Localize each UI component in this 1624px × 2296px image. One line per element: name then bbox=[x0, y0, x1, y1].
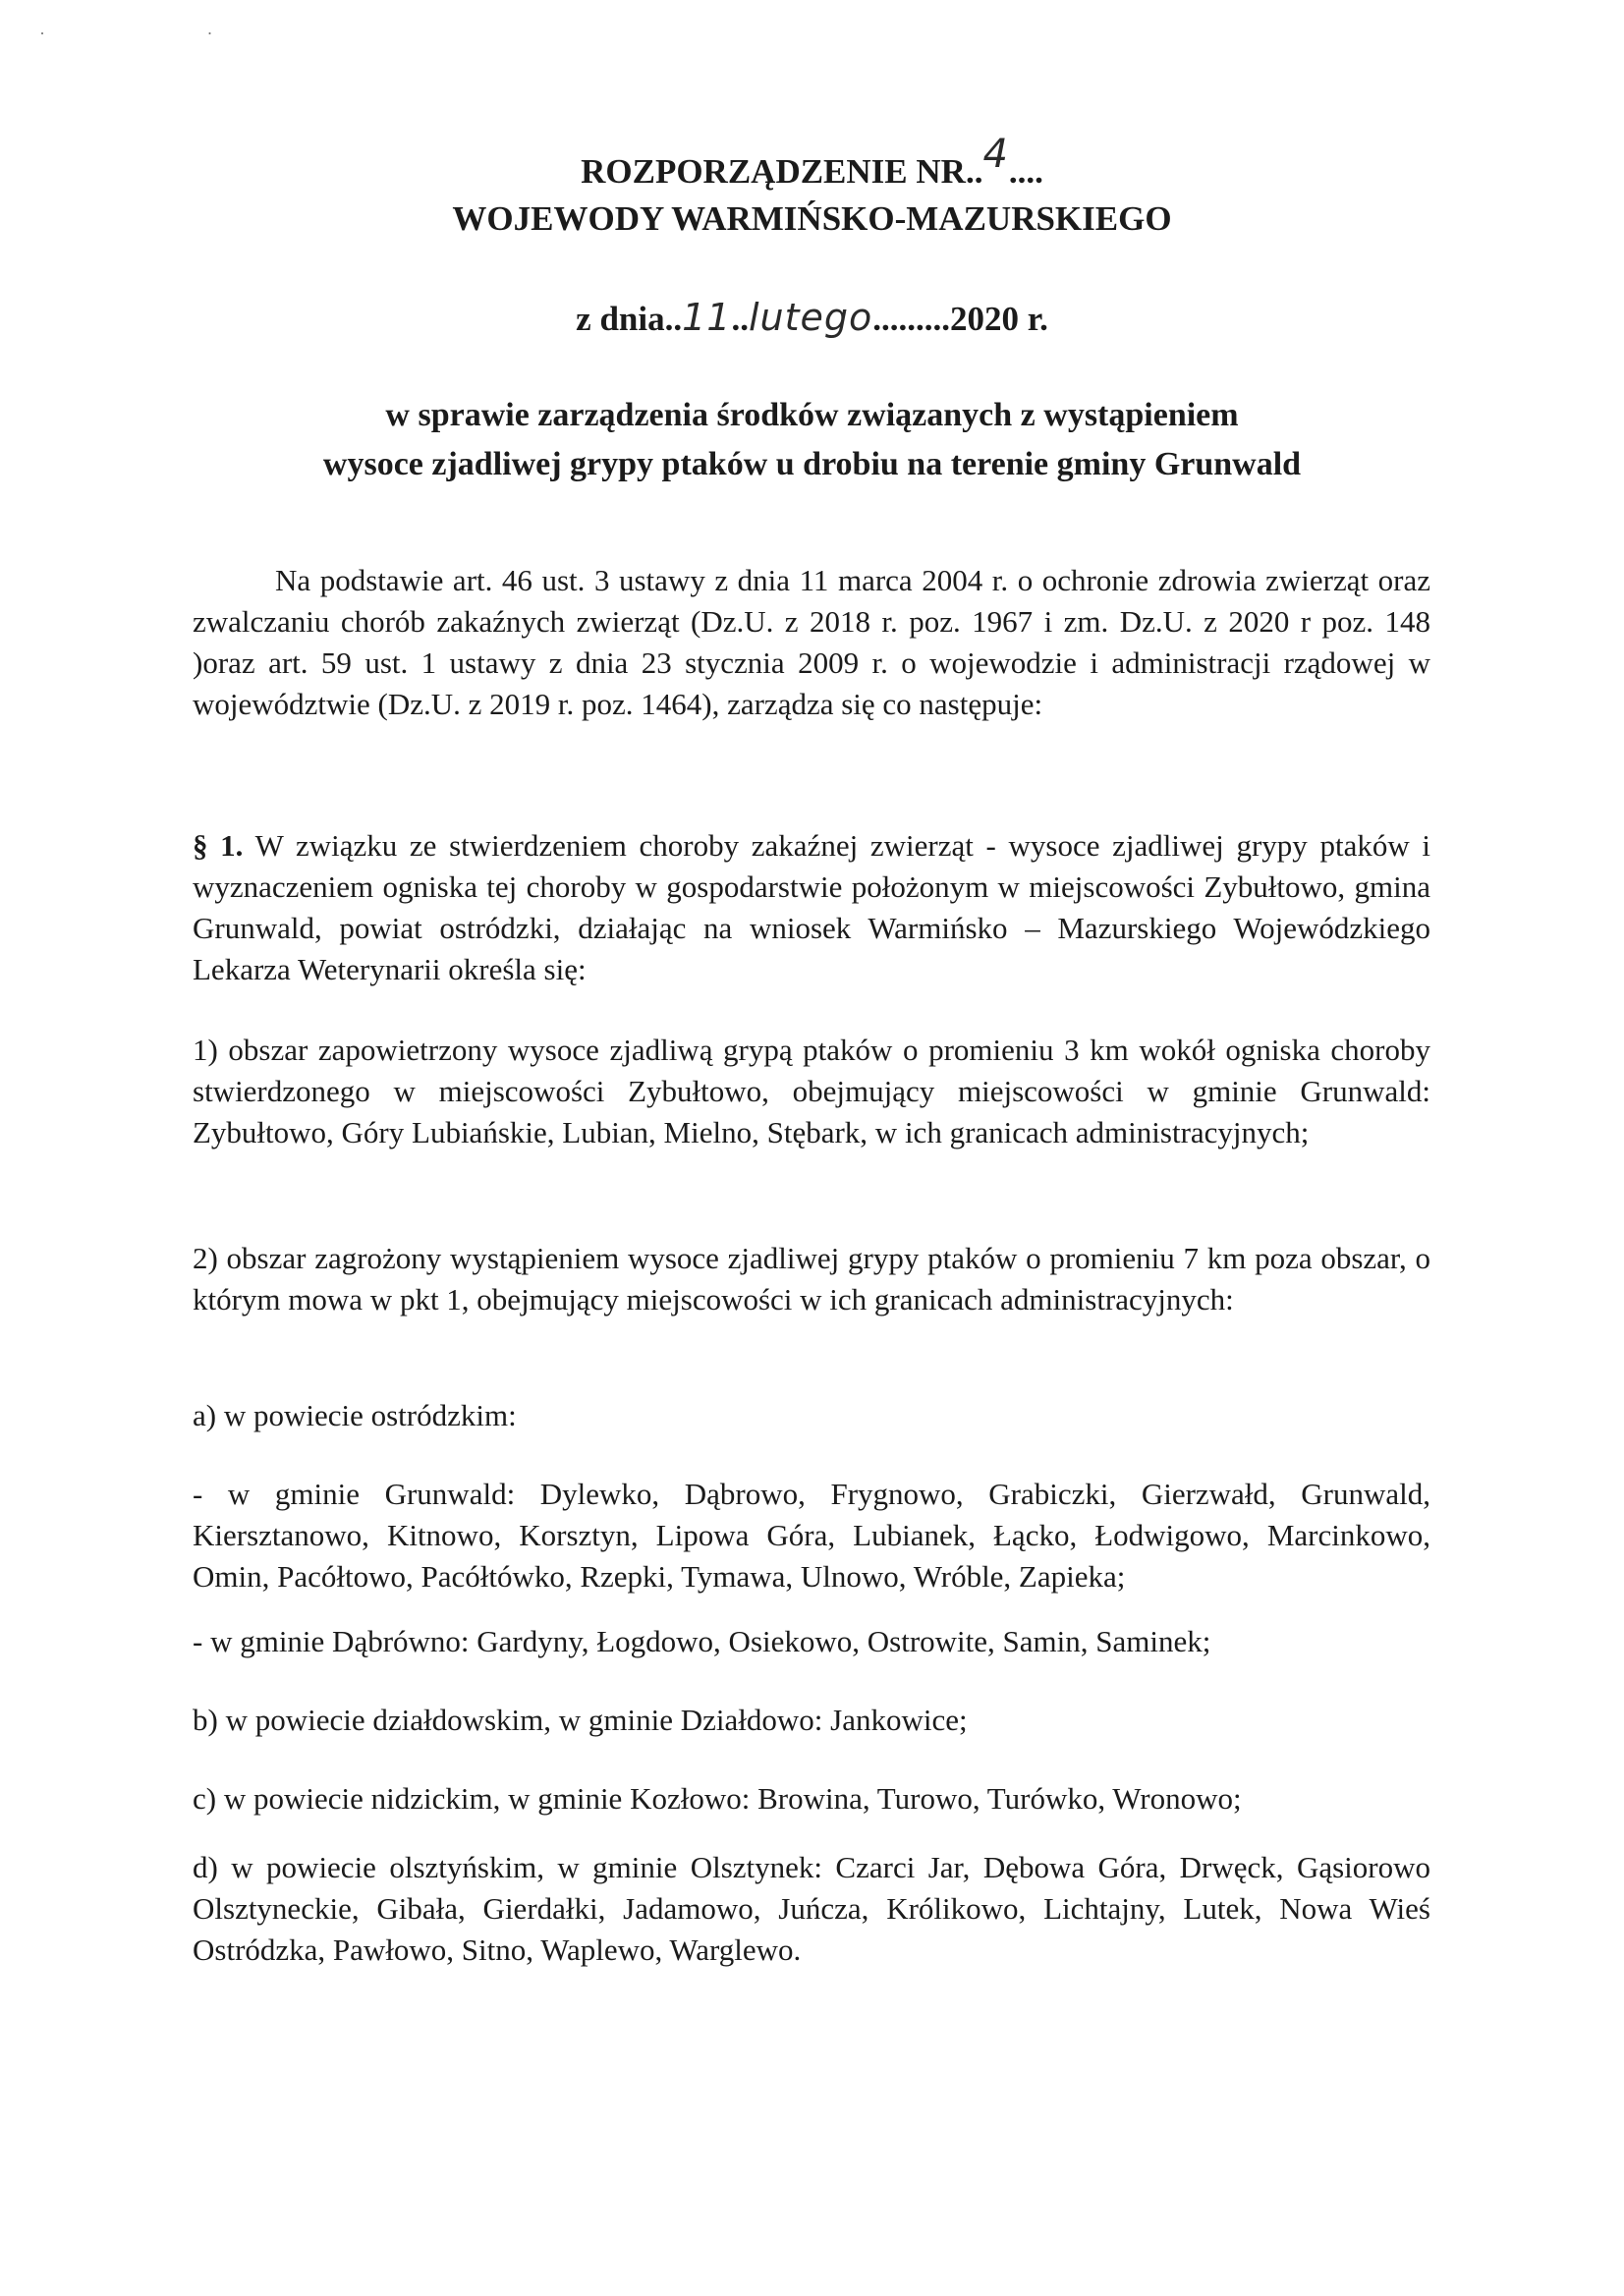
handwritten-number: 4 bbox=[982, 132, 1009, 177]
handwritten-day: 11 bbox=[682, 296, 732, 339]
point-a-grunwald bbox=[193, 1474, 1430, 1597]
point-a bbox=[193, 1395, 1430, 1436]
regulation-title bbox=[0, 132, 1624, 195]
title-prefix: ROZPORZĄDZENIE NR.. bbox=[581, 152, 983, 191]
point-d bbox=[193, 1847, 1430, 1971]
scan-specks: · · bbox=[39, 24, 292, 43]
point-2 bbox=[193, 1238, 1430, 1320]
point-c bbox=[193, 1778, 1430, 1820]
point-a-dabrowno-text: - w gminie Dąbrówno: Gardyny, Łogdowo, Osiekowo, Ostrowite, Samin, Saminek; bbox=[193, 1624, 1211, 1658]
point-a-text: a) w powiecie ostródzkim: bbox=[193, 1398, 517, 1432]
section-1-paragraph bbox=[193, 825, 1430, 990]
point-b-text: b) w powiecie działdowskim, w gminie Działdowo: Jankowice; bbox=[193, 1703, 968, 1737]
subject-line-2: wysoce zjadliwej grypy ptaków u drobiu na terenie gminy Grunwald bbox=[322, 446, 1302, 482]
issuer-title: WOJEWODY WARMIŃSKO-MAZURSKIEGO bbox=[452, 199, 1172, 238]
point-2-text: 2) obszar zagrożony wystąpieniem wysoce zjadliwej grypy ptaków o promieniu 7 km poza obszar, o którym mowa w pkt 1, obejmujący miejscowości w ich granicach administracyjnych: bbox=[193, 1241, 1430, 1316]
section-mark: § 1. bbox=[193, 828, 244, 863]
point-1-text: 1) obszar zapowietrzony wysoce zjadliwą grypą ptaków o promieniu 3 km wokół ogniska choroby stwierdzonego w miejscowości Zybułtowo, obejmujący miejscowości w gminie Grunwald: Zybułtowo, Góry Lubiańskie, Lubian, Mielno, Stębark, w ich granicach administracyjnych; bbox=[193, 1033, 1430, 1149]
date-prefix: z dnia.. bbox=[576, 300, 683, 338]
legal-basis-paragraph bbox=[193, 560, 1430, 725]
point-c-text: c) w powiecie nidzickim, w gminie Kozłowo: Browina, Turowo, Turówko, Wronowo; bbox=[193, 1781, 1242, 1816]
point-a-dabrowno bbox=[193, 1621, 1430, 1662]
point-a-grunwald-text: - w gminie Grunwald: Dylewko, Dąbrowo, Frygnowo, Grabiczki, Gierzwałd, Grunwald, Kiersztanowo, Kitnowo, Korsztyn, Lipowa Góra, Lubianek, Łącko, Łodwigowo, Marcinkowo, Omin, Pacółtowo, Pacółtówko, Rzepki, Tymawa, Ulnowo, Wróble, Zapieka; bbox=[193, 1477, 1430, 1594]
subject-line-1: w sprawie zarządzenia środków związanych z wystąpieniem bbox=[385, 397, 1239, 433]
date-separator: .. bbox=[731, 300, 749, 338]
date-suffix: .........2020 r. bbox=[872, 300, 1048, 338]
section-1-text: W związku ze stwierdzeniem choroby zakaźnej zwierząt - wysoce zjadliwej grypy ptaków i wyznaczeniem ogniska tej choroby w gospodarstwie położonym w miejscowości Zybułtowo, gmina Grunwald, powiat ostródzki, działając na wniosek Warmińsko – Mazurskiego Wojewódzkiego Lekarza Weterynarii określa się: bbox=[193, 828, 1431, 986]
point-b bbox=[193, 1700, 1430, 1741]
title-suffix: .... bbox=[1008, 152, 1043, 191]
legal-basis-text: Na podstawie art. 46 ust. 3 ustawy z dnia 11 marca 2004 r. o ochronie zdrowia zwierząt oraz zwalczaniu chorób zakaźnych zwierząt (Dz.U. z 2018 r. poz. 1967 i zm. Dz.U. z 2020 r poz. 148 )oraz art. 59 ust. 1 ustawy z dnia 23 stycznia 2009 r. o wojewodzie i administracji rządowej w województwie (Dz.U. z 2019 r. poz. 1464), zarządza się co następuje: bbox=[193, 563, 1430, 721]
point-d-text: d) w powiecie olsztyńskim, w gminie Olsztynek: Czarci Jar, Dębowa Góra, Drwęck, Gąsiorowo Olsztyneckie, Gibała, Gierdałki, Jadamowo, Juńcza, Królikowo, Lichtajny, Lutek, Nowa Wieś Ostródzka, Pawłowo, Sitno, Waplewo, Warglewo. bbox=[193, 1850, 1430, 1967]
point-1 bbox=[193, 1030, 1430, 1153]
handwritten-month: lutego bbox=[748, 296, 873, 339]
regulation-date bbox=[0, 295, 1624, 342]
